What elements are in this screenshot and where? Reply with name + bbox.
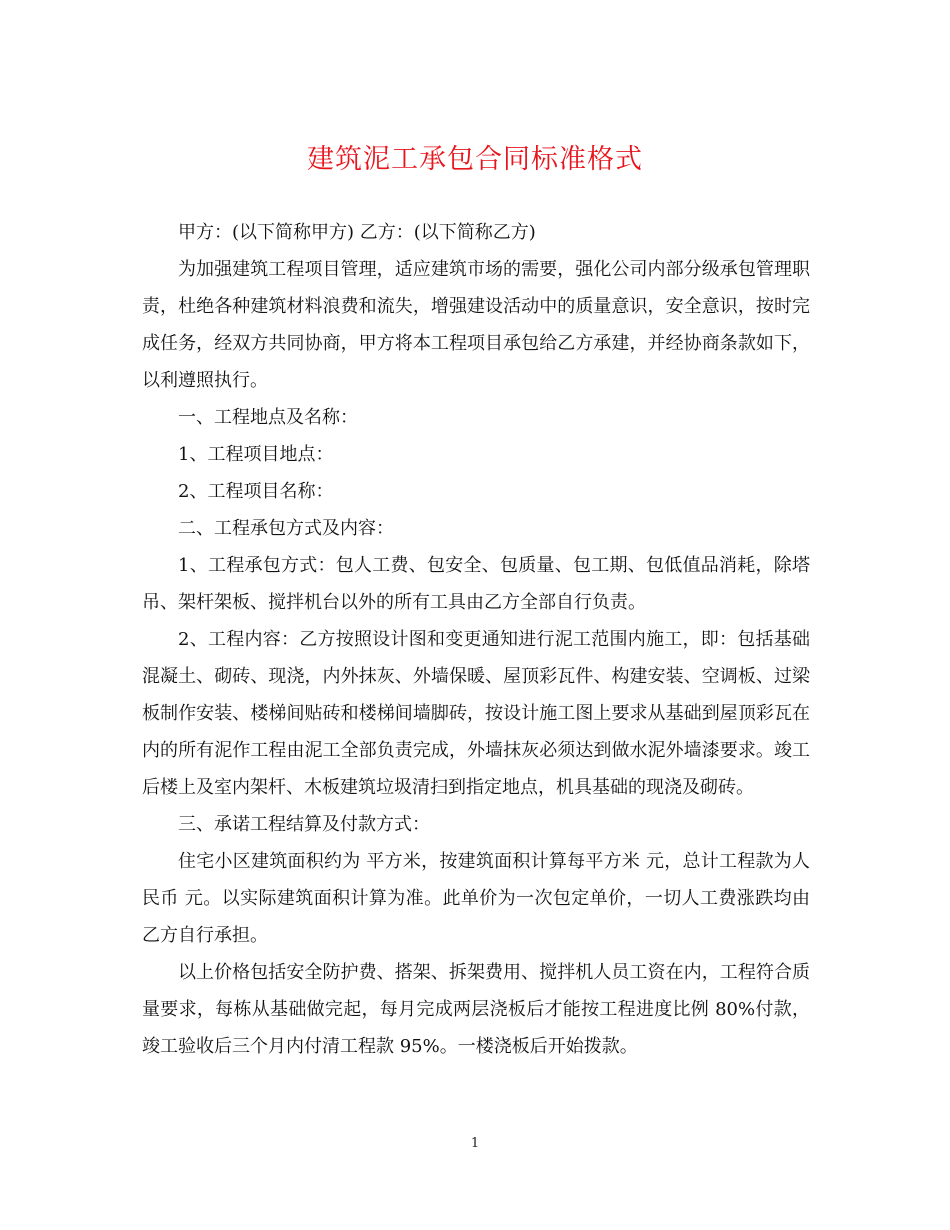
section-heading-location: 一、工程地点及名称： bbox=[178, 407, 358, 428]
section-heading-contract-method: 二、工程承包方式及内容： bbox=[178, 518, 394, 539]
paragraph-work-content: 2、工程内容：乙方按照设计图和变更通知进行泥工范围内施工，即：包括基础混凝土、砌砖、现浇，内外抹灰、外墙保暖、屋顶彩瓦件、构建安装、空调板、过梁板制作安装、楼梯间贴砖和楼梯间墙脚砖，按设计施工图上要求从基础到屋顶彩瓦在内的所有泥作工程由泥工全部负责完成，外墙抹灰必须达到做水泥外墙漆要求。竣工后楼上及室内架杆、木板建筑垃圾清扫到指定地点，机具基础的现浇及砌砖。 bbox=[142, 629, 810, 798]
paragraph-purpose: 为加强建筑工程项目管理，适应建筑市场的需要，强化公司内部分级承包管理职责，杜绝各种建筑材料浪费和流失，增强建设活动中的质量意识，安全意识，按时完成任务，经双方共同协商，甲方将本工程项目承包给乙方承建，并经协商条款如下，以利遵照执行。 bbox=[142, 259, 810, 391]
document-body bbox=[142, 214, 810, 1065]
document-title: 建筑泥工承包合同标准格式 bbox=[307, 144, 643, 175]
paragraph-parties: 甲方：(以下简称甲方) 乙方：(以下简称乙方) bbox=[178, 222, 536, 243]
page-number: 1 bbox=[470, 1136, 480, 1151]
paragraph-contract-method: 1、工程承包方式：包人工费、包安全、包质量、包工期、包低值品消耗，除塔吊、架杆架板、搅拌机台以外的所有工具由乙方全部自行负责。 bbox=[142, 555, 810, 613]
section-heading-settlement: 三、承诺工程结算及付款方式： bbox=[178, 814, 430, 835]
paragraph-project-location: 1、工程项目地点： bbox=[178, 444, 334, 465]
paragraph-area-price: 住宅小区建筑面积约为 平方米，按建筑面积计算每平方米 元，总计工程款为人民币 元。以实际建筑面积计算为准。此单价为一次包定单价，一切人工费涨跌均由乙方自行承担。 bbox=[142, 851, 810, 946]
paragraph-project-name: 2、工程项目名称： bbox=[178, 481, 334, 502]
paragraph-payment-terms: 以上价格包括安全防护费、搭架、拆架费用、搅拌机人员工资在内，工程符合质量要求，每栋从基础做完起，每月完成两层浇板后才能按工程进度比例 80%付款，竣工验收后三个月内付清工程款 95%。一楼浇板后开始拨款。 bbox=[142, 962, 810, 1057]
